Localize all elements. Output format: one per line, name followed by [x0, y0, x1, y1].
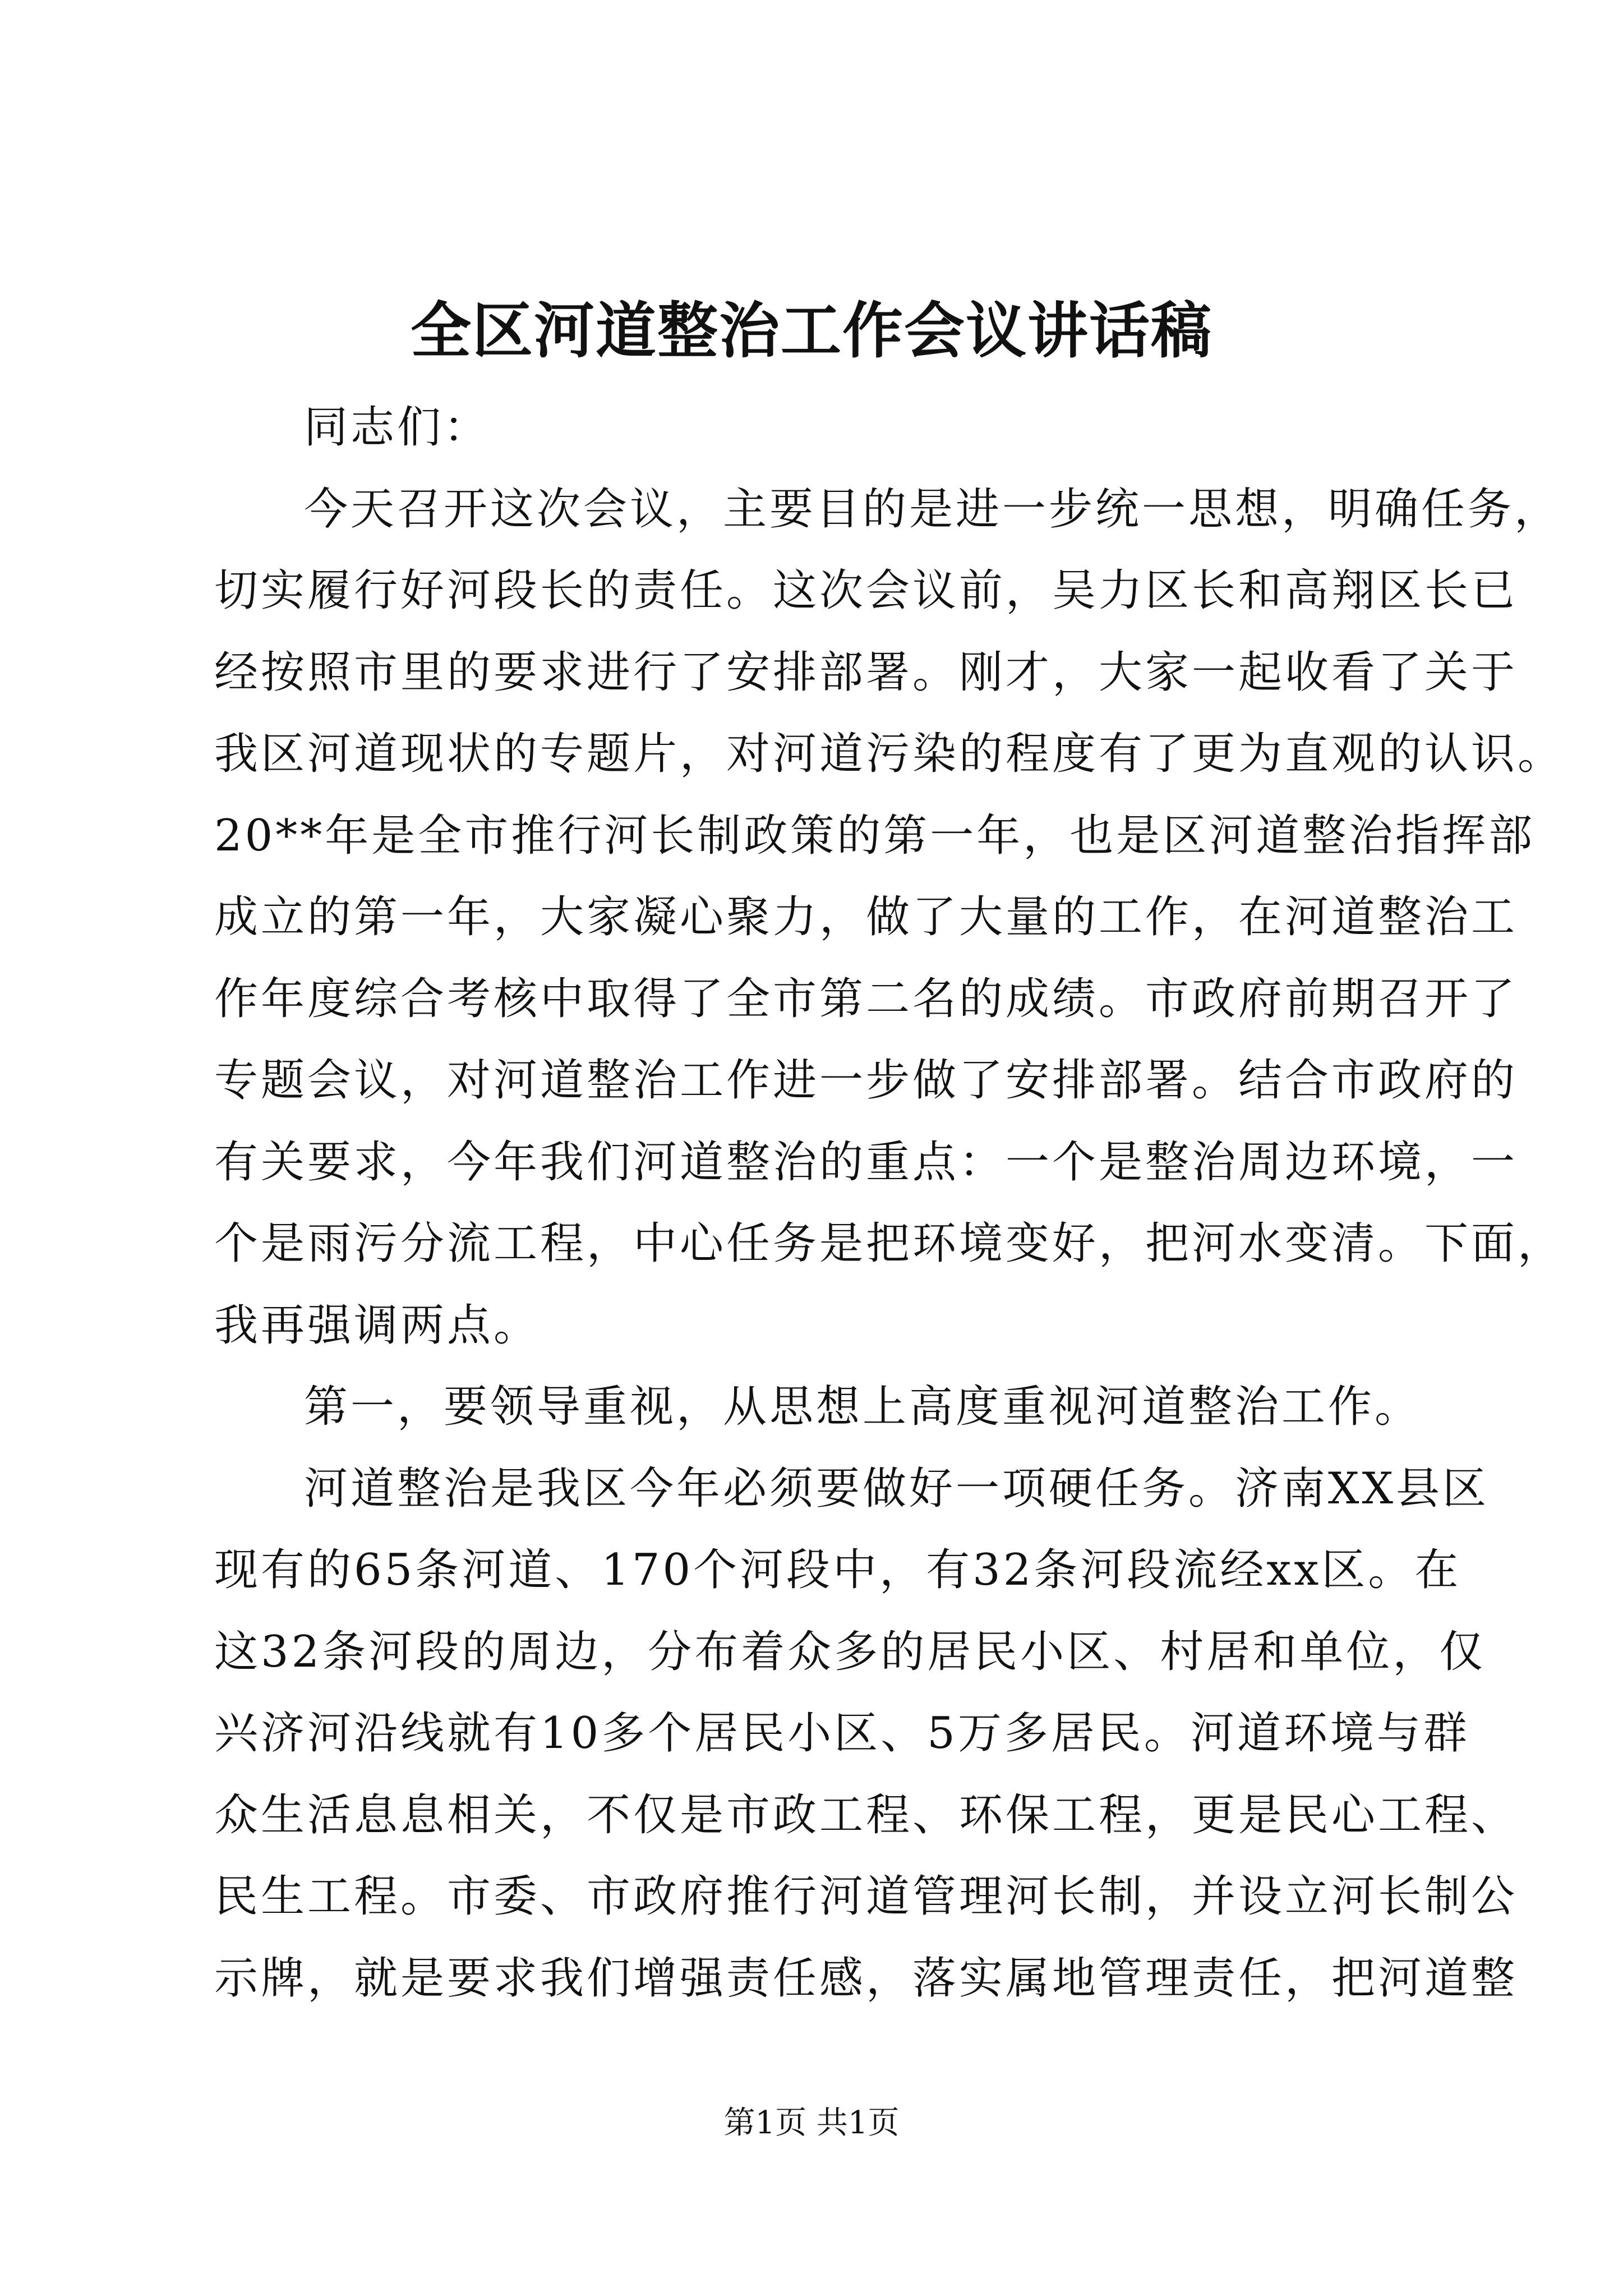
paragraph-line: 成立的第一年，大家凝心聚力，做了大量的工作，在河道整治工 [214, 892, 1518, 942]
section-heading-line: 第一，要领导重视，从思想上高度重视河道整治工作。 [304, 1382, 1422, 1432]
paragraph-line: 我区河道现状的专题片，对河道污染的程度有了更为直观的认识。 [214, 729, 1565, 779]
paragraph-line: 作年度综合考核中取得了全市第二名的成绩。市政府前期召开了 [214, 973, 1518, 1024]
paragraph-line: 众生活息息相关，不仅是市政工程、环保工程，更是民心工程、 [214, 1789, 1518, 1841]
paragraph-line: 经按照市里的要求进行了安排部署。刚才，大家一起收看了关于 [214, 647, 1518, 698]
salutation-line: 同志们： [304, 402, 491, 453]
paragraph-line: 这32条河段的周边，分布着众多的居民小区、村居和单位，仅 [214, 1626, 1486, 1677]
paragraph-line: 兴济河沿线就有10多个居民小区、5万多居民。河道环境与群 [214, 1708, 1470, 1759]
paragraph-line: 河道整治是我区今年必须要做好一项硬任务。济南XX县区 [304, 1463, 1490, 1514]
page-footer: 第1页 共1页 [723, 2105, 900, 2141]
paragraph-line: 示牌，就是要求我们增强责任感，落实属地管理责任，把河道整 [214, 1953, 1518, 2004]
paragraph-line: 专题会议，对河道整治工作进一步做了安排部署。结合市政府的 [214, 1055, 1518, 1106]
paragraph-line: 个是雨污分流工程，中心任务是把环境变好，把河水变清。下面， [214, 1218, 1565, 1269]
document-body [214, 387, 1565, 2019]
paragraph-line: 现有的65条河道、170个河段中，有32条河段流经xx区。在 [214, 1545, 1461, 1595]
paragraph-line: 我再强调两点。 [214, 1300, 541, 1351]
paragraph-line: 20**年是全市推行河长制政策的第一年，也是区河道整治指挥部 [214, 810, 1536, 861]
paragraph-line: 民生工程。市委、市政府推行河道管理河长制，并设立河长制公 [214, 1871, 1518, 1922]
paragraph-line: 有关要求，今年我们河道整治的重点：一个是整治周边环境，一 [214, 1137, 1518, 1188]
paragraph-line: 切实履行好河段长的责任。这次会议前，吴力区长和高翔区长已 [214, 565, 1518, 616]
document-title: 全区河道整治工作会议讲话稿 [410, 296, 1212, 366]
paragraph-line: 今天召开这次会议，主要目的是进一步统一思想，明确任务， [304, 484, 1561, 535]
